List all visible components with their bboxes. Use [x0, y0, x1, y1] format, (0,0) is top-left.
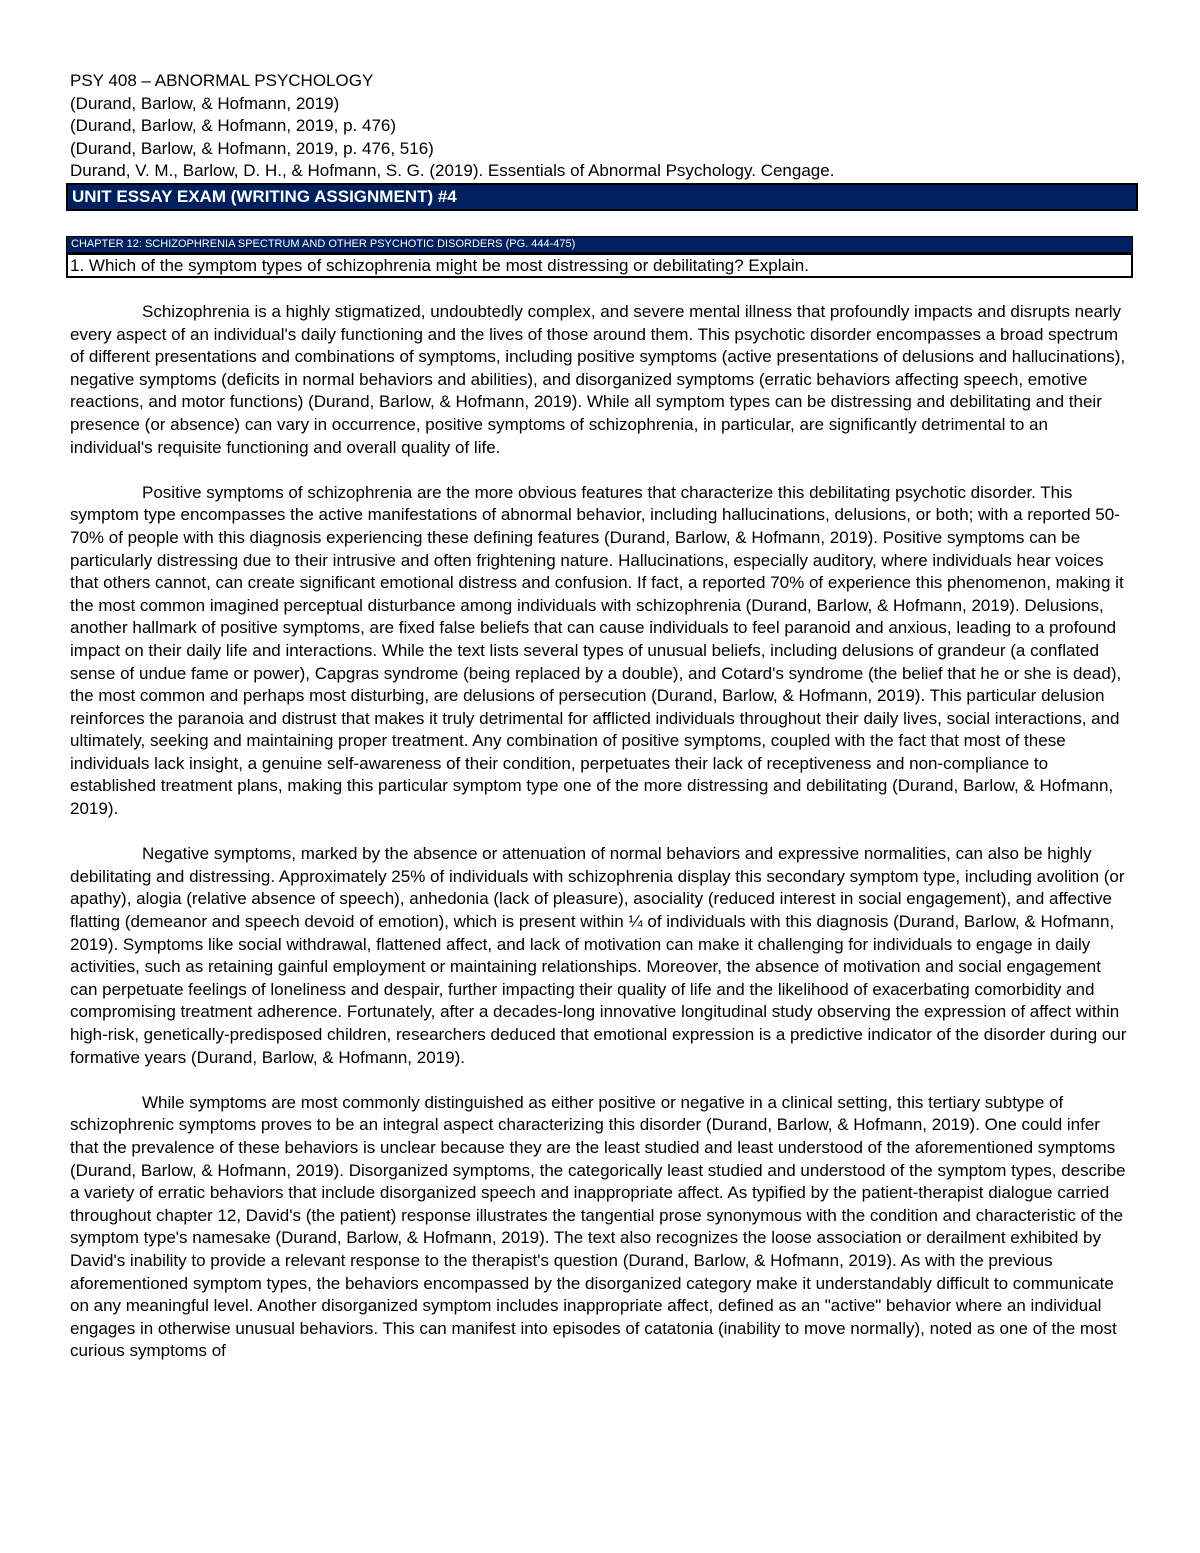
essay-paragraph: Negative symptoms, marked by the absence or attenuation of normal behaviors and expressive normalities, can also be highly debilitating and distressing. Approximately 25% of individuals with schizophrenia display this secondary symptom type, including avolition (or apathy), alogia (relative absence of speech), anhedonia (lack of pleasure), asociality (reduced interest in social engagement), and affective flatting (demeanor and speech devoid of emotion), which is present within ¼ of individuals with this diagnosis (Durand, Barlow, & Hofmann, 2019). Symptoms like social withdrawal, flattened affect, and lack of motivation can make it challenging for individuals to engage in daily activities, such as retaining gainful employment or maintaining relationships. Moreover, the absence of motivation and social engagement can perpetuate feelings of loneliness and despair, further impacting their quality of life and the likelihood of exacerbating comorbidity and compromising treatment adherence. Fortunately, after a decades-long innovative longitudinal study observing the expression of affect within high-risk, genetically-predisposed children, researchers deduced that emotional expression is a predictive indicator of the disorder during our formative years (Durand, Barlow, & Hofmann, 2019). [70, 844, 1127, 1067]
essay-paragraph: Schizophrenia is a highly stigmatized, undoubtedly complex, and severe mental illness that profoundly impacts and disrupts nearly every aspect of an individual's daily functioning and the lives of those around them. This psychotic disorder encompasses a broad spectrum of different presentations and combinations of symptoms, including positive symptoms (active presentations of delusions and hallucinations), negative symptoms (deficits in normal behaviors and abilities), and disorganized symptoms (erratic behaviors affecting speech, emotive reactions, and motor functions) (Durand, Barlow, & Hofmann, 2019). While all symptom types can be distressing and debilitating and their presence (or absence) can vary in occurrence, positive symptoms of schizophrenia, in particular, are significantly detrimental to an individual's requisite functioning and overall quality of life. [70, 302, 1126, 457]
reference-line: Durand, V. M., Barlow, D. H., & Hofmann, S. G. (2019). Essentials of Abnormal Psychology. Cengage. [70, 161, 835, 181]
essay-paragraph: While symptoms are most commonly distinguished as either positive or negative in a clinical setting, this tertiary subtype of schizophrenic symptoms proves to be an integral aspect characterizing this disorder (Durand, Barlow, & Hofmann, 2019). One could infer that the prevalence of these behaviors is unclear because they are the least studied and least understood of the aforementioned symptoms (Durand, Barlow, & Hofmann, 2019). Disorganized symptoms, the categorically least studied and understood of the symptom types, describe a variety of erratic behaviors that include disorganized speech and inappropriate affect. As typified by the patient-therapist dialogue carried throughout chapter 12, David's (the patient) response illustrates the tangential prose synonymous with the condition and characteristic of the symptom type's namesake (Durand, Barlow, & Hofmann, 2019). The text also recognizes the loose association or derailment exhibited by David's inability to provide a relevant response to the therapist's question (Durand, Barlow, & Hofmann, 2019). As with the previous aforementioned symptom types, the behaviors encompassed by the disorganized category make it understandably difficult to communicate on any meaningful level. Another disorganized symptom includes inappropriate affect, defined as an "active" behavior where an individual engages in otherwise unusual behaviors. This can manifest into episodes of catatonia (inability to move normally), noted as one of the most curious symptoms of [70, 1092, 1126, 1361]
document-header [70, 70, 1130, 183]
citation-line: (Durand, Barlow, & Hofmann, 2019, p. 476, 516) [70, 138, 434, 158]
chapter-title-banner: CHAPTER 12: SCHIZOPHRENIA SPECTRUM AND OTHER PSYCHOTIC DISORDERS (PG. 444-475) [66, 236, 1133, 253]
essay-question: 1. Which of the symptom types of schizophrenia might be most distressing or debilitating? Explain. [66, 253, 1133, 278]
citation-line: (Durand, Barlow, & Hofmann, 2019, p. 476) [70, 116, 397, 136]
essay-body [70, 301, 1132, 1386]
unit-title-banner: UNIT ESSAY EXAM (WRITING ASSIGNMENT) #4 [66, 183, 1138, 211]
course-title: PSY 408 – ABNORMAL PSYCHOLOGY [70, 71, 374, 90]
essay-paragraph: Positive symptoms of schizophrenia are the more obvious features that characterize this debilitating psychotic disorder. This symptom type encompasses the active manifestations of abnormal behavior, including hallucinations, delusions, or both; with a reported 50-70% of people with this diagnosis experiencing these defining features (Durand, Barlow, & Hofmann, 2019). Positive symptoms can be particularly distressing due to their intrusive and often frightening nature. Hallucinations, especially auditory, where individuals hear voices that others cannot, can create significant emotional distress and confusion. If fact, a reported 70% of experience this phenomenon, making it the most common imagined perceptual disturbance among individuals with schizophrenia (Durand, Barlow, & Hofmann, 2019). Delusions, another hallmark of positive symptoms, are fixed false beliefs that can cause individuals to feel paranoid and anxious, leading to a profound impact on their daily life and interactions. While the text lists several types of unusual beliefs, including delusions of grandeur (a conflated sense of undue fame or power), Capgras syndrome (being replaced by a double), and Cotard's syndrome (the belief that he or she is dead), the most common and perhaps most disturbing, are delusions of persecution (Durand, Barlow, & Hofmann, 2019). This particular delusion reinforces the paranoia and distrust that makes it truly detrimental for afflicted individuals throughout their daily lives, social interactions, and ultimately, seeking and maintaining proper treatment. Any combination of positive symptoms, coupled with the fact that most of these individuals lack insight, a genuine self-awareness of their condition, perpetuates their lack of receptiveness and non-compliance to established treatment plans, making this particular symptom type one of the more distressing and debilitating (Durand, Barlow, & Hofmann, 2019). [70, 482, 1124, 819]
citation-line: (Durand, Barlow, & Hofmann, 2019) [70, 93, 340, 113]
